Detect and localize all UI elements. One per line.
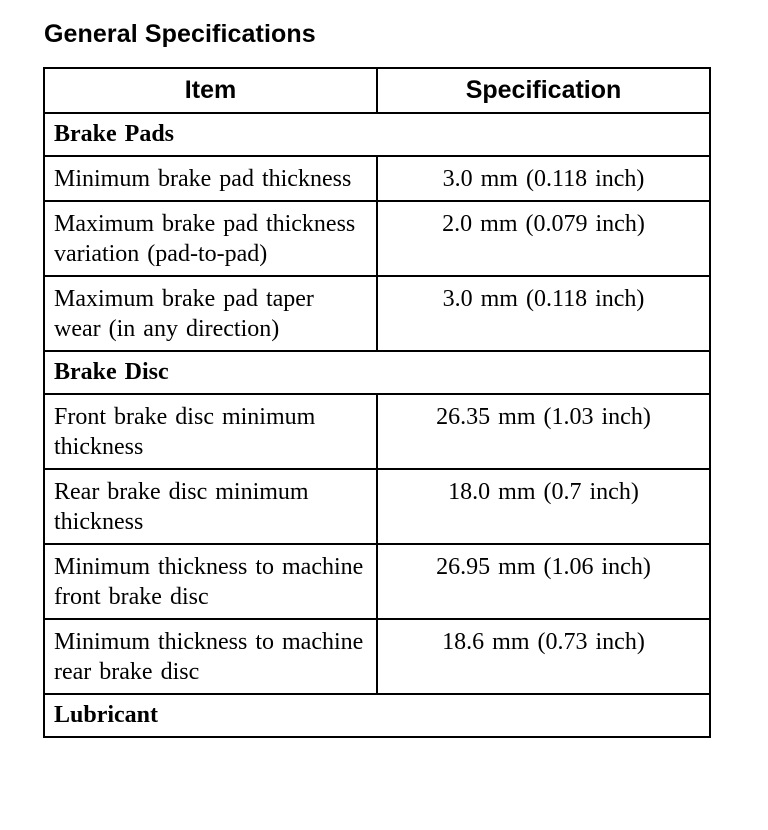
section-heading: Brake Disc	[44, 351, 710, 394]
table-row	[44, 201, 710, 276]
item-cell: Maximum brake pad taper wear (in any direction)	[44, 276, 377, 351]
table-row	[44, 619, 710, 694]
item-cell: Minimum brake pad thickness	[44, 156, 377, 201]
spec-cell: 3.0 mm (0.118 inch)	[377, 156, 710, 201]
section-row-lubricant	[44, 694, 710, 737]
spec-cell: 18.6 mm (0.73 inch)	[377, 619, 710, 694]
spec-cell: 18.0 mm (0.7 inch)	[377, 469, 710, 544]
item-cell: Rear brake disc minimum thickness	[44, 469, 377, 544]
table-row	[44, 276, 710, 351]
column-header-item: Item	[44, 68, 377, 113]
table-row	[44, 469, 710, 544]
spec-cell: 3.0 mm (0.118 inch)	[377, 276, 710, 351]
section-heading: Brake Pads	[44, 113, 710, 156]
table-row	[44, 544, 710, 619]
section-heading: Lubricant	[44, 694, 710, 737]
item-cell: Minimum thickness to machine rear brake disc	[44, 619, 377, 694]
page-title: General Specifications	[44, 20, 316, 48]
spec-cell: 26.35 mm (1.03 inch)	[377, 394, 710, 469]
section-row-brake-disc	[44, 351, 710, 394]
item-cell: Front brake disc minimum thickness	[44, 394, 377, 469]
table-row	[44, 156, 710, 201]
specifications-table	[43, 67, 711, 738]
table-header-row	[44, 68, 710, 113]
spec-cell: 26.95 mm (1.06 inch)	[377, 544, 710, 619]
column-header-specification: Specification	[377, 68, 710, 113]
item-cell: Minimum thickness to machine front brake disc	[44, 544, 377, 619]
spec-cell: 2.0 mm (0.079 inch)	[377, 201, 710, 276]
item-cell: Maximum brake pad thickness variation (pad-to-pad)	[44, 201, 377, 276]
table-row	[44, 394, 710, 469]
section-row-brake-pads	[44, 113, 710, 156]
